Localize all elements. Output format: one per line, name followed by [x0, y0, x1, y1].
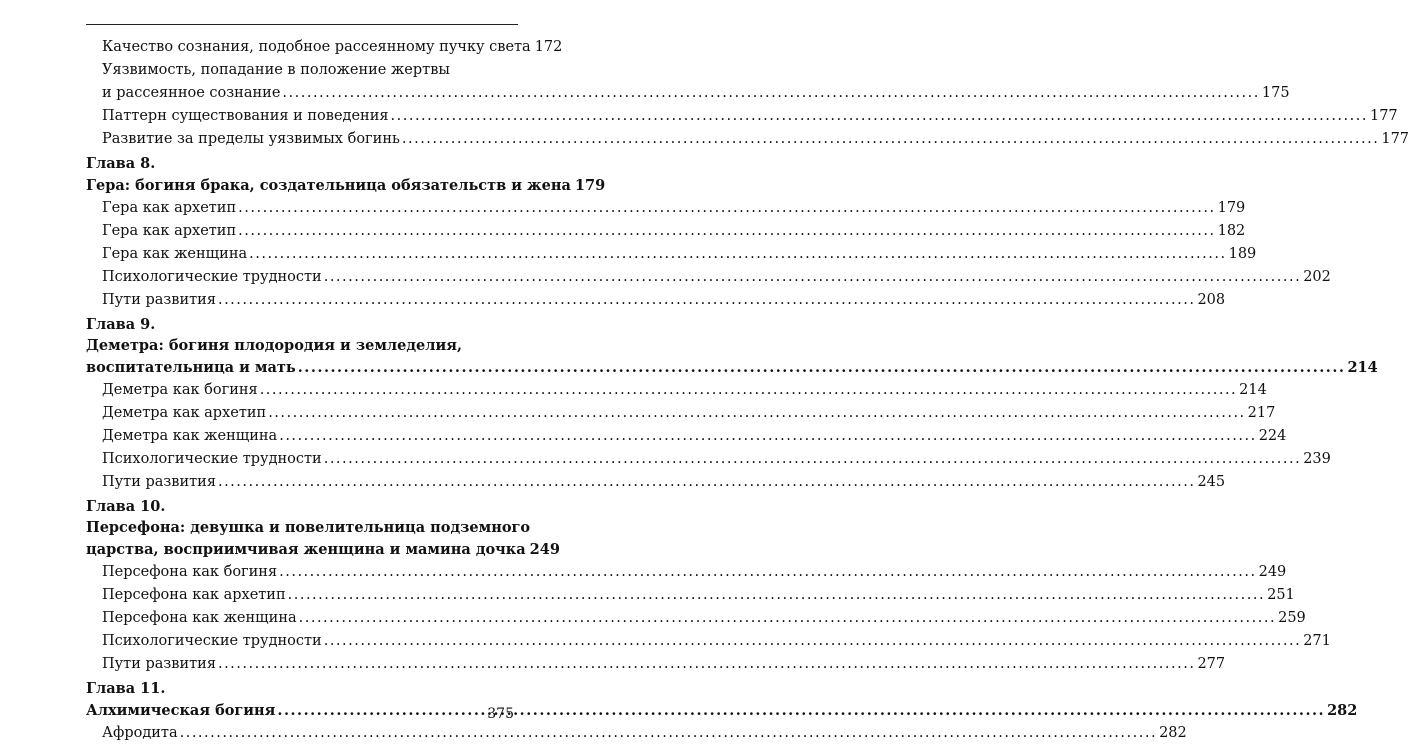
- toc-entry-page: 202: [1303, 269, 1331, 285]
- toc-entry-page: 251: [1267, 587, 1295, 603]
- chapter-page: 214: [1347, 359, 1378, 376]
- leader-dots: [218, 471, 1195, 494]
- toc-entry-page: 249: [1258, 564, 1287, 580]
- toc-entry-label: Деметра как архетип: [102, 405, 267, 421]
- leader-dots: [268, 402, 1245, 425]
- chapter-title-entry: [86, 356, 1378, 379]
- chapter-title: царства, восприимчивая женщина и мамина дочка: [86, 541, 526, 558]
- leader-dots: [218, 289, 1195, 312]
- leader-dots: [238, 197, 1215, 220]
- leader-dots: [218, 653, 1195, 676]
- toc-entry: [86, 630, 1331, 653]
- toc-entry: [86, 722, 1187, 745]
- chapter-page: 179: [574, 177, 606, 194]
- toc-entry-page: 259: [1278, 610, 1306, 626]
- toc-entry-label: Деметра как богиня: [102, 382, 258, 398]
- chapter-title: воспитательница и мать: [86, 359, 296, 376]
- toc-entry-label: Пути развития: [102, 656, 216, 672]
- toc-entry: [86, 220, 1246, 243]
- chapter-title-entry: [86, 699, 1358, 722]
- toc-entry-label: и рассеянное сознание: [102, 85, 281, 101]
- toc-entry: [86, 471, 1226, 494]
- toc-entry: [86, 105, 1398, 128]
- toc-entry: [86, 448, 1331, 471]
- toc-entry-label: Гера как архетип: [102, 200, 237, 216]
- toc-entry: [86, 607, 1306, 630]
- toc-entry-label: Персефона как архетип: [102, 587, 286, 603]
- toc-entry-page: 245: [1197, 474, 1226, 490]
- leader-dots: [279, 561, 1256, 584]
- leader-dots: [282, 82, 1259, 105]
- leader-dots: [324, 630, 1301, 653]
- toc-entry: [86, 82, 1290, 105]
- toc-entry: [86, 425, 1287, 448]
- toc-entry: [86, 128, 1409, 151]
- toc-entry-label: Афродита: [102, 725, 178, 741]
- toc-entry: [86, 266, 1331, 289]
- toc-entry-page: 224: [1258, 428, 1287, 444]
- leader-dots: [180, 722, 1157, 745]
- toc-entry-page: 217: [1247, 405, 1276, 421]
- top-rule: [86, 24, 518, 25]
- toc-entry-label: Пути развития: [102, 474, 216, 490]
- toc-entry-page: 175: [1261, 85, 1290, 101]
- chapter-heading: Глава 8.: [86, 155, 156, 172]
- leader-dots: [277, 699, 1325, 722]
- leader-dots: [324, 266, 1301, 289]
- toc-entry-label: Развитие за пределы уязвимых богинь: [102, 131, 400, 147]
- toc-entry: [86, 379, 1267, 402]
- toc-entry-label: Психологические трудности: [102, 633, 322, 649]
- toc-entry: [86, 243, 1257, 266]
- chapter-heading: Глава 10.: [86, 498, 166, 515]
- leader-dots: [324, 448, 1301, 471]
- chapter-page: 282: [1327, 702, 1358, 719]
- toc-entry-page: 172: [534, 39, 563, 55]
- table-of-contents: [86, 36, 1409, 745]
- toc-entry-page: 214: [1239, 382, 1267, 398]
- toc-entry-label: Пути развития: [102, 292, 216, 308]
- toc-entry-page: 277: [1197, 656, 1226, 672]
- toc-entry-page: 282: [1159, 725, 1187, 741]
- toc-entry-page: 189: [1228, 246, 1257, 262]
- leader-dots: [288, 584, 1265, 607]
- toc-entry: [86, 197, 1246, 220]
- toc-entry-label: Гера как архетип: [102, 223, 237, 239]
- chapter-page: 249: [529, 541, 560, 558]
- toc-entry: [86, 402, 1276, 425]
- chapter-title: Гера: богиня брака, создательница обязательств и жена: [86, 177, 571, 194]
- toc-entry: [86, 289, 1226, 312]
- chapter-title-line1: Персефона: девушка и повелительница подземного: [86, 519, 531, 536]
- toc-entry-page: 182: [1217, 223, 1246, 239]
- toc-entry-label: Психологические трудности: [102, 269, 322, 285]
- toc-entry-label: Деметра как женщина: [102, 428, 278, 444]
- leader-dots: [279, 425, 1256, 448]
- toc-entry-page: 239: [1303, 451, 1331, 467]
- toc-entry-label: Персефона как богиня: [102, 564, 278, 580]
- toc-entry: [86, 653, 1226, 676]
- chapter-title-entry: [86, 538, 560, 561]
- toc-entry-page: 271: [1303, 633, 1331, 649]
- leader-dots: [402, 128, 1379, 151]
- chapter-title: Алхимическая богиня: [86, 702, 276, 719]
- toc-entry: [86, 561, 1287, 584]
- leader-dots: [238, 220, 1215, 243]
- toc-entry: [86, 36, 563, 59]
- toc-entry-label: Психологические трудности: [102, 451, 322, 467]
- toc-entry-label: Гера как женщина: [102, 246, 248, 262]
- leader-dots: [299, 607, 1276, 630]
- toc-entry-page: 177: [1369, 108, 1398, 124]
- leader-dots: [391, 105, 1368, 128]
- toc-entry-page: 208: [1197, 292, 1226, 308]
- toc-entry-label: Паттерн существования и поведения: [102, 108, 389, 124]
- chapter-title-line1: Деметра: богиня плодородия и земледелия,: [86, 337, 463, 354]
- chapter-heading: Глава 11.: [86, 680, 166, 697]
- leader-dots: [298, 356, 1346, 379]
- page-number: 375: [487, 706, 514, 722]
- leader-dots: [260, 379, 1237, 402]
- chapter-heading: Глава 9.: [86, 316, 156, 333]
- toc-entry-page: 179: [1217, 200, 1246, 216]
- chapter-title-entry: [86, 174, 606, 197]
- toc-entry: [86, 584, 1295, 607]
- toc-entry-page: 177: [1381, 131, 1409, 147]
- toc-entry-label: Персефона как женщина: [102, 610, 297, 626]
- toc-entry-label-line1: Уязвимость, попадание в положение жертвы: [102, 62, 450, 78]
- leader-dots: [249, 243, 1226, 266]
- toc-entry-label: Качество сознания, подобное рассеянному пучку света: [102, 39, 531, 55]
